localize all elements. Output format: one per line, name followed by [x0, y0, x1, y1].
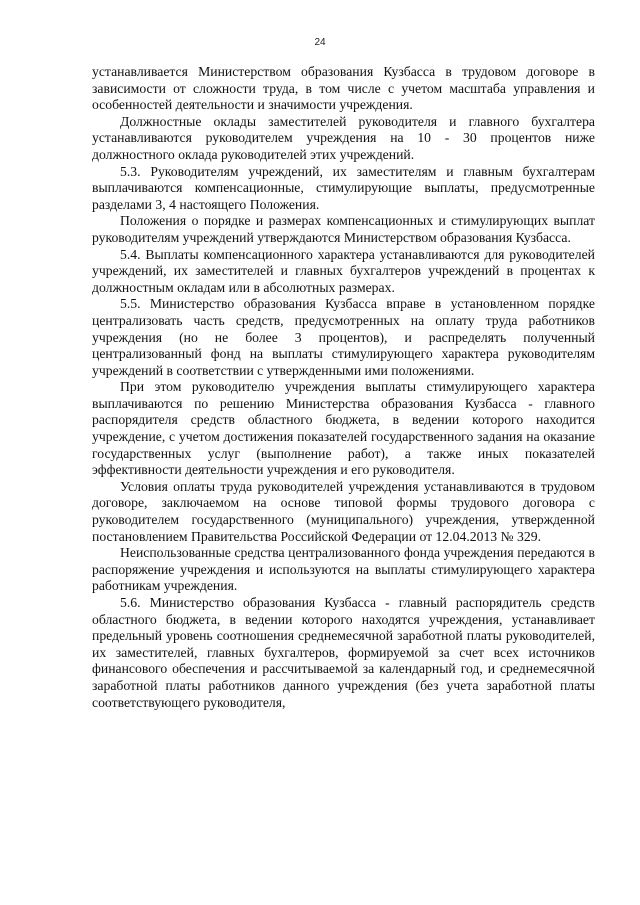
paragraph-5-4: 5.4. Выплаты компенсационного характера устанавливаются для руководителей учреждений, их заместителей и главных бухгалтеров учреждений в процентах к должностным окладам или в абсолютных размерах.	[92, 246, 595, 295]
page-number: 24	[314, 37, 326, 48]
paragraph-5-5: 5.5. Министерство образования Кузбасса вправе в установленном порядке централизовать часть средств, предусмотренных на оплату труда работников учреждения (но не более 3 процентов), и распределять полученный централизованный фонд на выплаты стимулирующего характера руководителям учреждений в соответствии с утвержденными ими положениями.	[92, 296, 595, 378]
paragraph-continuation: устанавливается Министерством образования Кузбасса в трудовом договоре в зависимости от сложности труда, в том числе с учетом масштаба управления и особенностей деятельности и значимости учреждения.	[92, 64, 595, 113]
paragraph-regulations: Положения о порядке и размерах компенсационных и стимулирующих выплат руководителям учреждений утверждаются Министерством образования Кузбасса.	[92, 213, 595, 245]
document-body	[92, 64, 595, 711]
paragraph-labor-contract: Условия оплаты труда руководителей учреждения устанавливаются в трудовом договоре, заключаемом на основе типовой формы трудового договора с руководителем государственного (муниципального) учреждения, утвержденной постановлением Правительства Российской Федерации от 12.04.2013 № 329.	[92, 478, 595, 544]
paragraph-5-3: 5.3. Руководителям учреждений, их заместителям и главным бухгалтерам выплачиваются компенсационные, стимулирующие выплаты, предусмотренные разделами 3, 4 настоящего Положения.	[92, 163, 595, 212]
paragraph-unused-funds: Неиспользованные средства централизованного фонда учреждения передаются в распоряжение учреждения и используются на выплаты стимулирующего характера работникам учреждения.	[92, 545, 595, 594]
paragraph-incentive-payments: При этом руководителю учреждения выплаты стимулирующего характера выплачиваются по решению Министерства образования Кузбасса - главного распорядителя средств областного бюджета, в ведении которого находится учреждение, с учетом достижения показателей государственного задания на оказание государственных услуг (выполнение работ), а также иных показателей эффективности деятельности учреждения и его руководителя.	[92, 379, 595, 478]
paragraph-deputy-salaries: Должностные оклады заместителей руководителя и главного бухгалтера устанавливаются руководителем учреждения на 10 - 30 процентов ниже должностного оклада руководителей этих учреждений.	[92, 113, 595, 162]
paragraph-5-6: 5.6. Министерство образования Кузбасса - главный распорядитель средств областного бюджета, в ведении которого находятся учреждения, устанавливает предельный уровень соотношения среднемесячной заработной платы руководителей, их заместителей, главных бухгалтеров, формируемой за счет всех источников финансового обеспечения и рассчитываемой за календарный год, и среднемесячной заработной платы работников данного учреждения (без учета заработной платы соответствующего руководителя,	[92, 595, 595, 710]
